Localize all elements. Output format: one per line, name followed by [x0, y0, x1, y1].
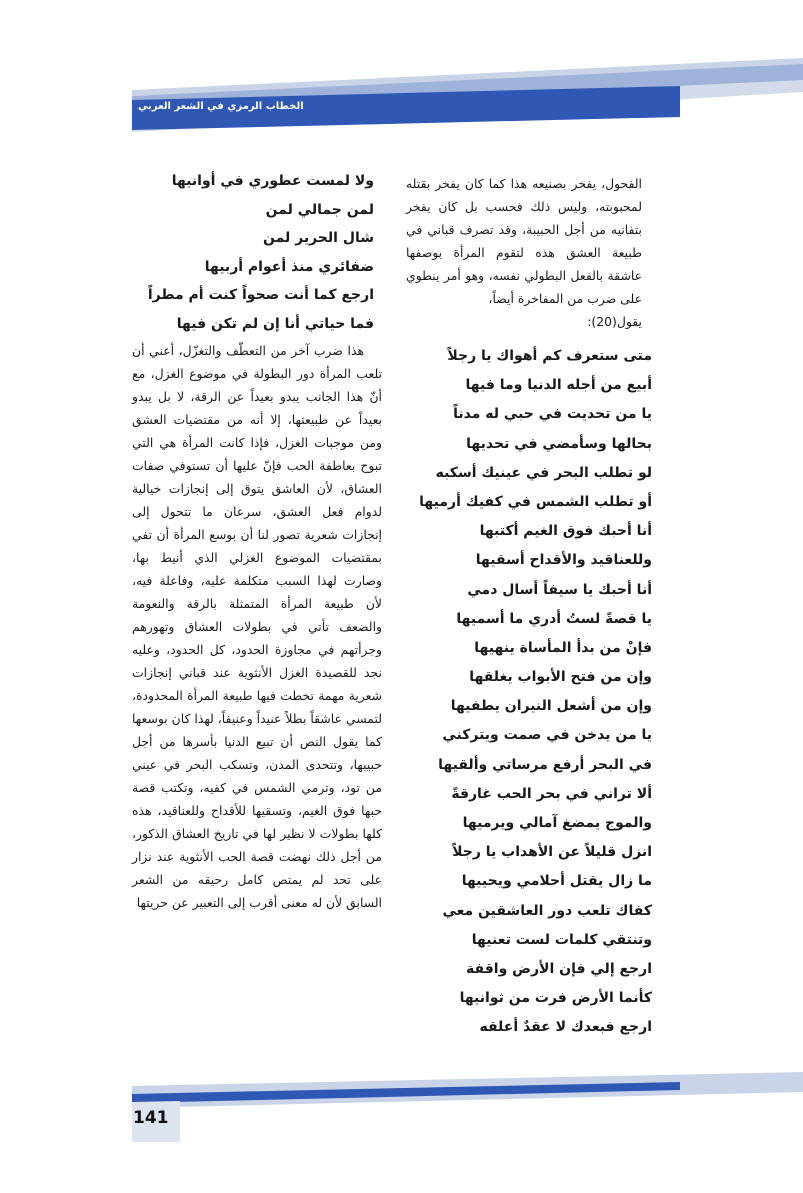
poem-line: ارجع إلي فإن الأرض واقفة	[466, 960, 652, 977]
poem-line: أنا أحبك يا سيفاً أسال دمي	[467, 581, 652, 598]
poem-line: لو تطلب البحر في عينيك أسكبه	[435, 464, 652, 481]
poem-line: وتنتقي كلمات لست تعنيها	[471, 931, 652, 948]
poem-line: والموج يمضغ آمالي ويرميها	[462, 815, 652, 831]
poem-line: أو تطلب الشمس في كفيك أرميها	[419, 493, 652, 510]
poem-line: شال الحرير لمن	[263, 230, 374, 247]
right-column	[406, 172, 642, 337]
poem-line: ألا تراني في بحر الحب غارقةً	[451, 785, 652, 802]
poem-line: ارجع كما أنت صحواً كنت أم مطراً	[147, 287, 374, 304]
poem-line: متى ستعرف كم أهواك يا رجلاً	[447, 348, 652, 364]
poem-line: وللعناقيد والأقداح أسقيها	[475, 552, 652, 569]
poem-line: يا من يدخن في صمت ويتركني	[442, 727, 652, 744]
citation: يقول(20):	[587, 314, 642, 329]
header-band	[0, 0, 803, 160]
poem-line: أنا أحبك فوق الغيم أكتبها	[479, 523, 652, 540]
poem-line: بحالها وسأمضي في تحديها	[466, 435, 652, 452]
poem-line: كأنما الأرض فرت من ثوانيها	[459, 990, 652, 1007]
poem-line: ضفائري منذ أعوام أربيها	[204, 258, 374, 275]
poem-line: ما زال يقتل أحلامي ويحييها	[461, 873, 652, 890]
left-poem	[132, 167, 382, 339]
poem-line: في البحر أرفع مرساتي وألقيها	[438, 756, 652, 773]
poem-line: أبيع من أجله الدنيا وما فيها	[465, 377, 652, 394]
poem-line: ولا لمست عطوري في أوانيها	[171, 173, 374, 189]
poem-line: ارجع فبعدك لا عقدٌ أعلقه	[479, 1019, 652, 1036]
right-poem	[412, 342, 652, 1043]
poem-line: فما حياتي أنا إن لم تكن فيها	[176, 315, 374, 332]
page-number: 141	[133, 1108, 169, 1128]
poem-line: وإن من أشعل النيران يطفيها	[450, 698, 652, 715]
running-title: الخطاب الرمزي في الشعر العربي	[138, 101, 304, 112]
poem-line: فإنْ من بدأ المأساة ينهيها	[474, 639, 652, 656]
footer-band	[0, 1070, 803, 1193]
left-column	[132, 167, 382, 914]
poem-line: يا من تحديت في حبي له مدناً	[453, 406, 652, 423]
poem-line: لمن جمالي لمن	[265, 201, 374, 218]
right-prose: الفحول، يفخر بصنيعه هذا كما كان يفخر بقتله لمحبوبته، وليس ذلك فحسب بل كان يفخر بتفانيه من أجل الحبيبة، وقد تصرف قباني في طبيعة العشق هذه لتقوم المرأة بوصفها عاشقة بالفعل البطولي نفسه، وهو أمر ينطوي على ضرب من المفاخرة أيضاً،	[406, 176, 642, 306]
poem-line: كفاك تلعب دور العاشقين معي	[442, 902, 652, 919]
poem-line: وإن من فتح الأبواب يغلقها	[469, 669, 652, 686]
poem-line: انزل قليلاً عن الأهداب يا رجلاً	[452, 844, 652, 861]
poem-line: يا قصةً لستُ أدري ما أسميها	[456, 610, 652, 627]
left-prose: هذا ضرب آخر من التعطّف والتغزّل، أعني أن تلعب المرأة دور البطولة في موضوع الغزل، مع أنّ هذا الجانب يبدو بعيداً عن الرقة، لا بل يبدو بعيداً عن طبيعتها، إلا أنه من مقتضيات العشق ومن موجبات الغزل، فإذا كانت المرأة هي التي تبوح بعاطفة الحب فإنّ عليها أن تستوفي صفات العشاق، لأن العاشق يتوق إلى إنجازات خيالية لدوام فعل العشق، سرعان ما تتحول إلى إنجازات شعرية تصور لنا أن بوسع المرأة أن تفي بمقتضيات الموضوع الغزلي الذي أنيط بها، وصارت لهذا السبب متكلمة عليه، وفاعلة فيه، لأن طبيعة المرأة المتمثلة بالرقة والنعومة والضعف تأتي في بطولات العشاق وتهورهم وجرأتهم في مجاوزة الحدود، كل الحدود، وعليه نجد للقصيدة الغزل الأنثوية عند قباني إنجازات شعرية مهمة تخطت فيها طبيعة المرأة المحدودة، لتمسي عاشقاً بطلاً عنيداً وعنيفاً، لهذا كان بوسعها كما يقول النص أن تبيع الدنيا بأسرها من أجل حبيبها، وتتحدى المدن، وتسكب البحر في عيني من تود، وترمي الشمس في كفيه، وتكتب قصة حبها فوق الغيم، وتسقيها للأقداح وللعناقيد، هذه كلها بطولات لا نظير لها في تاريخ العشاق الذكور، من أجل ذلك نهضت قصة الحب الأنثوية عند نزار على تحد لم يمتص كامل رحيقه من الشعر السابق لأن له معنى أقرب إلى التعبير عن حريتها	[132, 342, 382, 910]
